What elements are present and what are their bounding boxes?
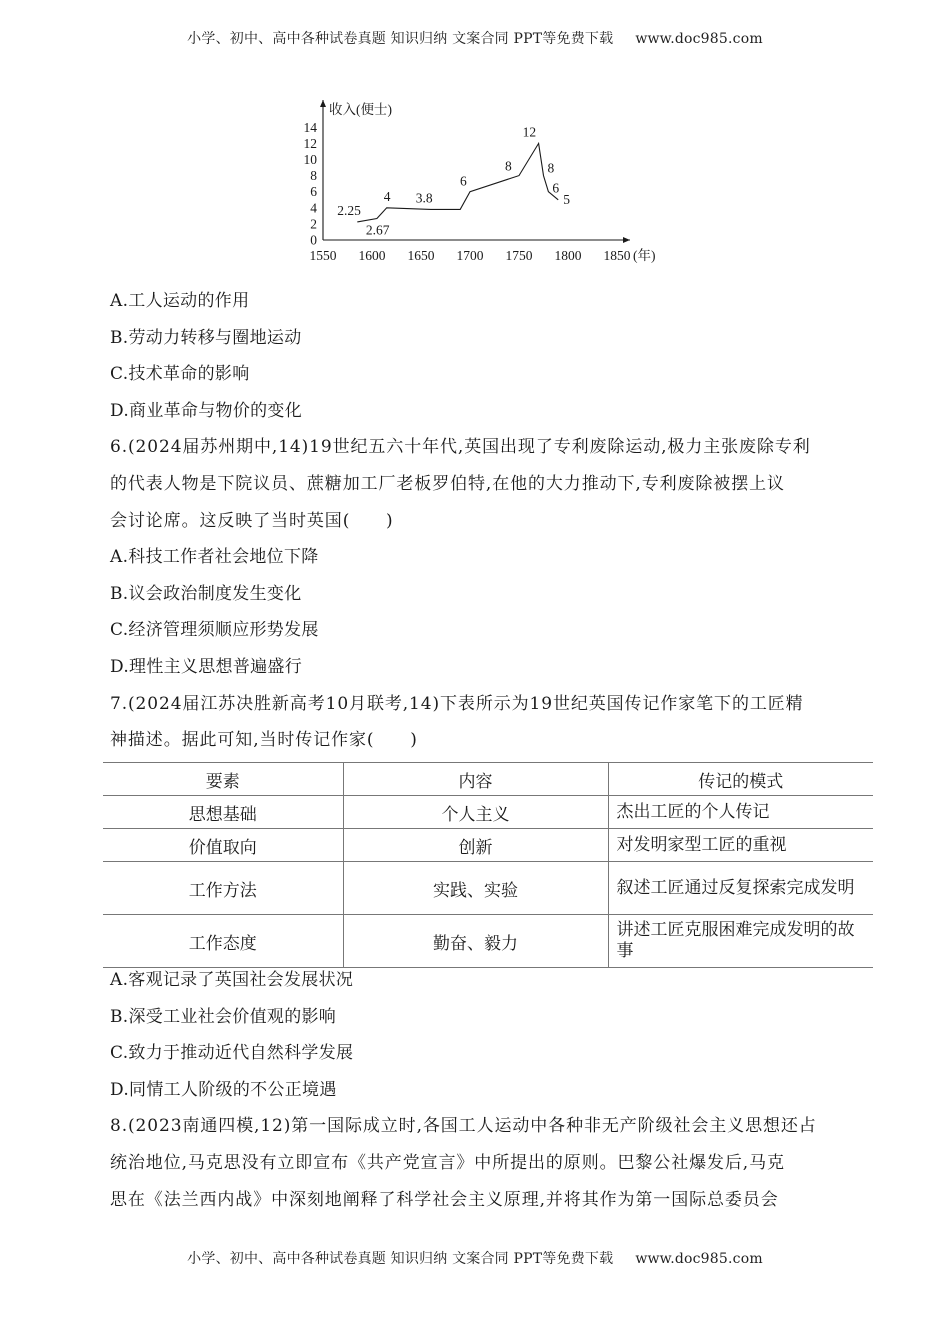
data-label: 4 [383,188,391,204]
footer-site: www.doc985.com [635,1251,763,1267]
x-tick-label: 1600 [358,248,386,263]
q6-stem-line: 的代表人物是下院议员、蔗糖加工厂老板罗伯特,在他的大力推动下,专利废除被摆上议 [110,473,785,494]
q7-option-a: A.客观记录了英国社会发展状况 [110,970,354,990]
y-tick-label: 2 [310,216,317,232]
q8-stem-line: 8.(2023南通四模,12)第一国际成立时,各国工人运动中各种非无产阶级社会主义思想还占 [110,1116,817,1137]
y-tick-label: 6 [310,184,317,200]
series-line [357,143,558,222]
data-label: 8 [505,158,512,174]
table-row [103,915,873,968]
y-tick-label: 4 [310,200,317,216]
q7-stem-line: 7.(2024届江苏决胜新高考10月联考,14)下表所示为19世纪英国传记作家笔下的工匠精 [110,693,804,714]
table-header-cell: 传记的模式 [608,763,873,796]
table-header-cell: 内容 [343,763,608,796]
q5-option-a: A.工人运动的作用 [110,291,250,311]
data-label: 12 [522,124,537,140]
q8-stem-line: 统治地位,马克思没有立即宣布《共产党宣言》中所提出的原则。巴黎公社爆发后,马克 [110,1152,785,1173]
y-tick-label: 8 [310,168,317,184]
table-row [103,829,873,862]
q6-options [110,539,842,685]
question-content-lower [110,962,842,1218]
data-label: 8 [547,160,555,176]
q5-option-c: C.技术革命的影响 [110,364,250,385]
y-tick-label: 10 [303,152,317,167]
q7-stem [110,686,842,759]
craftsman-table [103,762,873,968]
table-header-row [103,763,873,796]
x-tick-label: 1550 [309,248,337,263]
x-tick-label: 1800 [554,248,582,263]
table-row [103,862,873,915]
y-tick-label: 0 [310,232,317,248]
y-axis-label: 收入(便士) [329,102,392,117]
q5-option-b: B.劳动力转移与圈地运动 [110,327,302,348]
x-tick-label: 1700 [456,248,484,263]
question-content [110,283,842,759]
q7-option-b: B.深受工业社会价值观的影响 [110,1006,337,1027]
table-cell: 讲述工匠克服困难完成发明的故事 [608,915,873,968]
table-cell: 实践、实验 [343,862,608,915]
y-axis-arrow [320,100,326,107]
q6-stem-line: 6.(2024届苏州期中,14)19世纪五六十年代,英国出现了专利废除运动,极力主张废除专利 [110,437,811,458]
income-line-chart [290,92,670,270]
q6-stem-line: 会讨论席。这反映了当时英国( ) [110,510,394,531]
table-cell: 思想基础 [103,796,343,829]
data-label: 2.67 [365,222,390,238]
x-tick-label: 1850 [603,248,631,263]
q8-stem-line: 思在《法兰西内战》中深刻地阐释了科学社会主义原理,并将其作为第一国际总委员会 [110,1189,779,1210]
x-axis-label: (年) [633,248,656,263]
table-cell: 工作方法 [103,862,343,915]
x-tick-label: 1650 [407,248,435,263]
table-cell: 工作态度 [103,915,343,968]
x-axis-arrow [623,237,630,243]
data-label: 6 [460,173,467,189]
data-label: 2.25 [337,202,361,218]
table-cell: 叙述工匠通过反复探索完成发明 [608,862,873,915]
table-cell: 勤奋、毅力 [343,915,608,968]
q7-option-c: C.致力于推动近代自然科学发展 [110,1043,354,1064]
table-cell: 个人主义 [343,796,608,829]
x-tick-label: 1750 [505,248,533,263]
table-cell: 创新 [343,829,608,862]
q7-options [110,962,842,1108]
q8-stem [110,1108,842,1218]
header-text: 小学、初中、高中各种试卷真题 知识归纳 文案合同 PPT等免费下载 [187,31,614,47]
data-label: 3.8 [415,190,433,206]
data-label: 5 [563,191,570,207]
q6-option-c: C.经济管理须顺应形势发展 [110,620,319,641]
table-cell: 价值取向 [103,829,343,862]
page-header [0,28,950,48]
q6-option-d: D.理性主义思想普遍盛行 [110,656,303,677]
q7-option-d: D.同情工人阶级的不公正境遇 [110,1079,337,1100]
q6-option-a: A.科技工作者社会地位下降 [110,547,319,568]
header-site: www.doc985.com [635,31,763,47]
table-cell: 对发明家型工匠的重视 [608,829,873,862]
table-header-cell: 要素 [103,763,343,796]
q6-option-b: B.议会政治制度发生变化 [110,583,302,604]
y-tick-label: 12 [303,135,317,151]
q7-stem-line: 神描述。据此可知,当时传记作家( ) [110,730,418,751]
table-row [103,796,873,829]
q5-option-d: D.商业革命与物价的变化 [110,400,303,421]
page-footer [0,1248,950,1268]
q5-options [110,283,842,429]
table-cell: 杰出工匠的个人传记 [608,796,873,829]
y-tick-label: 14 [303,119,317,135]
q6-stem [110,429,842,539]
data-label: 6 [552,180,560,196]
footer-text: 小学、初中、高中各种试卷真题 知识归纳 文案合同 PPT等免费下载 [187,1251,614,1267]
